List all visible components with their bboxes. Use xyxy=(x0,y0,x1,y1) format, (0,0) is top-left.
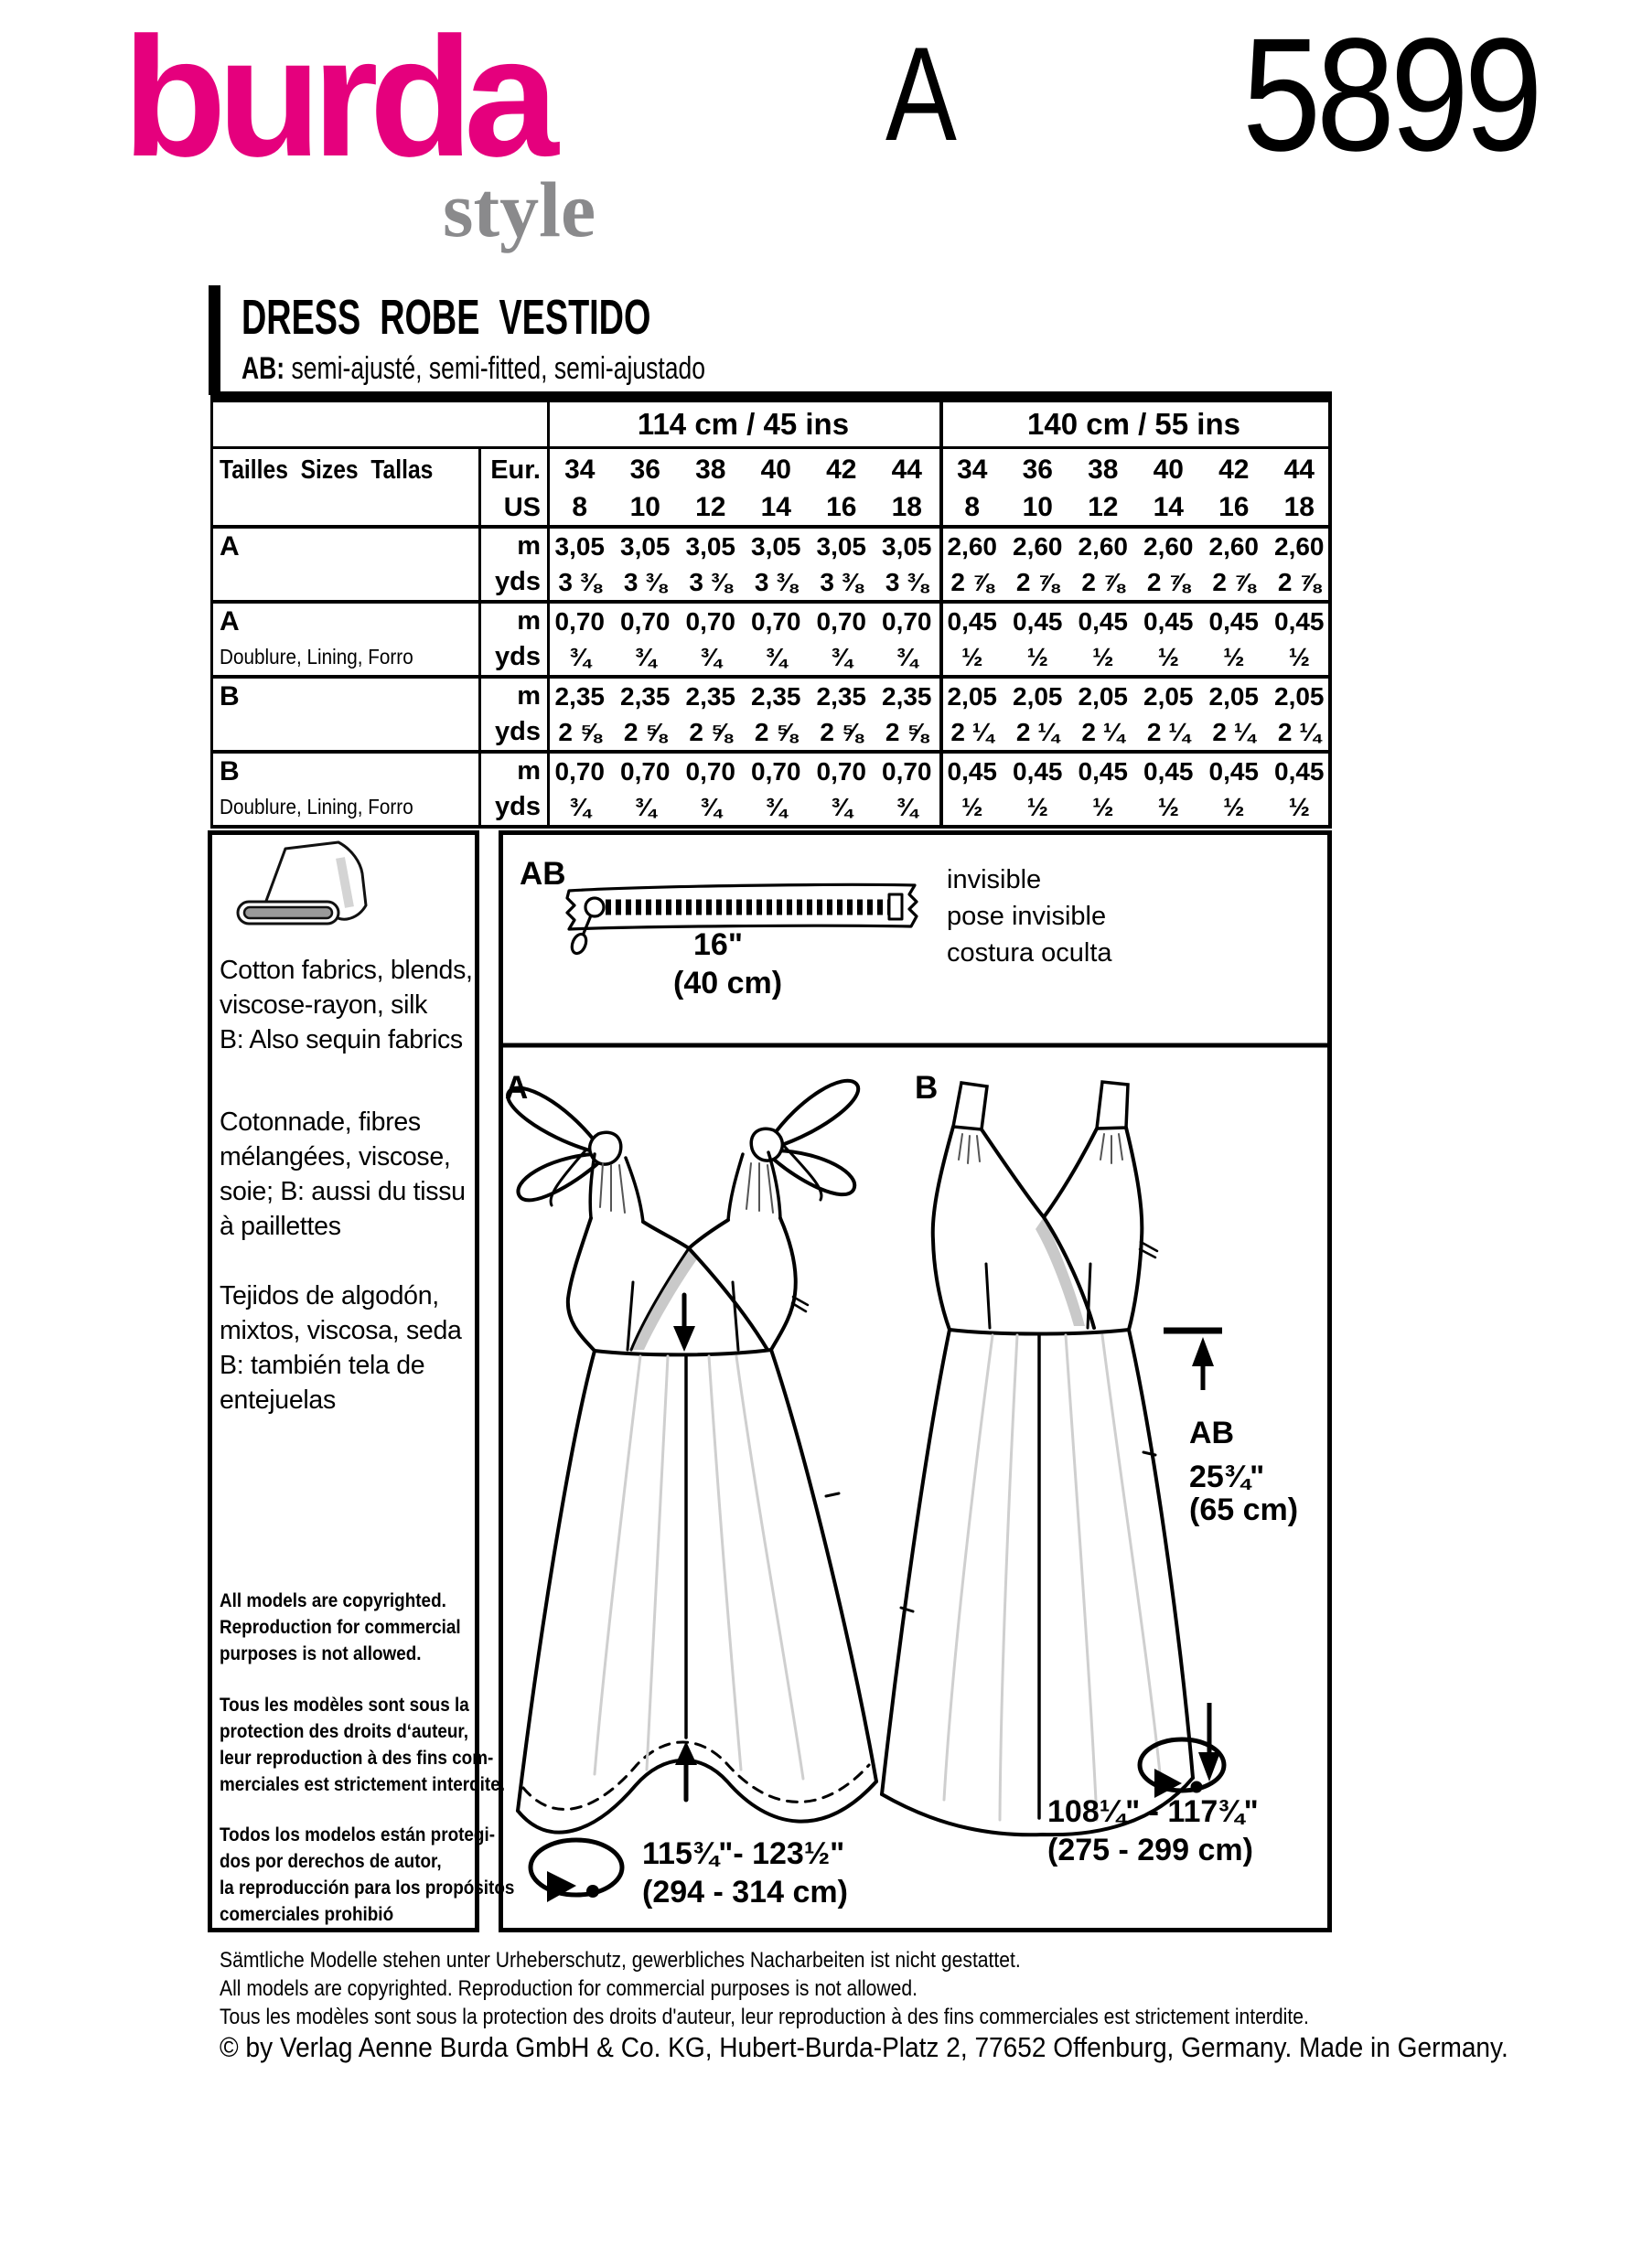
fabric-line: mélangées, viscose, xyxy=(220,1142,451,1171)
pattern-number: 5899 xyxy=(1242,5,1539,185)
zipper-type-line: invisible xyxy=(947,865,1042,894)
yardage-value: 2,35 xyxy=(816,682,866,711)
size-us: 8 xyxy=(964,492,981,522)
notions-views-label: AB xyxy=(520,856,566,892)
yardage-value: 0,70 xyxy=(685,757,735,786)
size-eur: 42 xyxy=(1218,455,1250,485)
brand-logo-style: style xyxy=(443,166,596,253)
back-length-views: AB xyxy=(1189,1416,1235,1450)
fabric-line: B: Also sequin fabrics xyxy=(220,1025,463,1054)
copyright-spanish xyxy=(220,1822,514,1928)
yardage-value: 2 ⅝ xyxy=(885,718,928,746)
hem-circumference-a-icon xyxy=(531,1840,622,1902)
yardage-value: 0,45 xyxy=(1078,757,1128,786)
yardage-value: ½ xyxy=(1157,793,1179,821)
footer-line: Tous les modèles sont sous la protection des droits d'auteur, leur reproduction à des fins commerciales est strictement interdite. xyxy=(220,2005,1309,2029)
yardage-value: 0,70 xyxy=(554,607,605,636)
fabric-bolt-icon xyxy=(231,838,409,934)
sizes-row-label: Tailles Sizes Tallas xyxy=(220,455,434,485)
size-eur: 42 xyxy=(826,455,857,485)
size-us: 10 xyxy=(1022,492,1053,522)
width-group-header: 114 cm / 45 ins xyxy=(637,407,850,441)
yardage-value: 2 ⅞ xyxy=(1015,568,1059,596)
zipper-type-line: costura oculta xyxy=(947,938,1112,968)
table-rule xyxy=(210,391,213,829)
view-label: B xyxy=(220,681,240,711)
publisher-line: © by Verlag Aenne Burda GmbH & Co. KG, Hubert-Burda-Platz 2, 77652 Offenburg, Germany. Made in Germany. xyxy=(220,2032,1508,2063)
yardage-value: 2 ⅝ xyxy=(820,718,864,746)
view-b-label: B xyxy=(915,1070,939,1106)
footer-line: All models are copyrighted. Reproduction for commercial purposes is not allowed. xyxy=(220,1976,918,2001)
view-label: B xyxy=(220,756,240,786)
yardage-value: 3 ⅜ xyxy=(885,568,928,596)
view-sublabel: Doublure, Lining, Forro xyxy=(220,645,413,669)
yardage-value: 2,60 xyxy=(1143,532,1194,561)
yardage-value: 2 ¼ xyxy=(1277,718,1321,746)
yardage-value: 2 ⅝ xyxy=(754,718,798,746)
yardage-value: 0,70 xyxy=(620,607,671,636)
yardage-value: 0,45 xyxy=(1143,607,1194,636)
size-eur: 38 xyxy=(1088,455,1119,485)
view-label: A xyxy=(220,531,240,562)
hem-b-inches: 108¼" - 117¾" xyxy=(1047,1794,1259,1829)
zipper-type-line: pose invisible xyxy=(947,902,1107,931)
size-us: 18 xyxy=(891,492,922,522)
unit-label: m xyxy=(517,606,541,636)
brand-logo: burda xyxy=(123,3,550,192)
table-rule xyxy=(210,446,1332,449)
copyright-line: All models are copyrighted. xyxy=(220,1590,446,1611)
dress-b-drawing xyxy=(882,1082,1193,1835)
yardage-value: ½ xyxy=(1092,793,1114,821)
yardage-value: 3,05 xyxy=(554,532,605,561)
size-eur: 34 xyxy=(957,455,988,485)
yardage-value: 0,70 xyxy=(685,607,735,636)
yardage-value: 2,60 xyxy=(1078,532,1128,561)
yardage-value: 0,45 xyxy=(1208,757,1259,786)
footer-legal-lines xyxy=(220,1946,1309,2031)
size-us: 12 xyxy=(695,492,726,522)
yardage-value: 0,45 xyxy=(947,607,997,636)
fit-views: AB: xyxy=(241,351,285,386)
unit-label: yds xyxy=(495,567,541,596)
yardage-value: 2,35 xyxy=(882,682,932,711)
fabric-line: viscose-rayon, silk xyxy=(220,990,428,1020)
back-length-inches: 25¾" xyxy=(1189,1460,1265,1494)
yardage-value: ¾ xyxy=(896,643,918,671)
size-eur: 44 xyxy=(1283,455,1315,485)
view-letter: A xyxy=(885,19,957,168)
dress-a-drawing xyxy=(508,1081,876,1833)
yardage-value: 2 ⅞ xyxy=(1277,568,1321,596)
view-sublabel: Doublure, Lining, Forro xyxy=(220,795,413,818)
zipper-type-text xyxy=(947,861,1112,971)
copyright-line: Tous les modèles sont sous la xyxy=(220,1695,469,1716)
yardage-value: 2 ¼ xyxy=(1146,718,1190,746)
yardage-value: 3,05 xyxy=(685,532,735,561)
size-eur: 34 xyxy=(564,455,596,485)
eur-label: Eur. xyxy=(490,455,541,485)
size-us: 14 xyxy=(1153,492,1184,522)
yardage-value: 2,05 xyxy=(1078,682,1128,711)
yardage-value: 3 ⅜ xyxy=(820,568,864,596)
hem-a-inches: 115¾"- 123½" xyxy=(642,1836,845,1871)
yardage-value: ¾ xyxy=(569,793,591,821)
yardage-value: 0,45 xyxy=(1013,757,1063,786)
back-length-cm: (65 cm) xyxy=(1189,1492,1299,1527)
size-us: 14 xyxy=(760,492,791,522)
copyright-line: Todos los modelos están protegi- xyxy=(220,1824,496,1845)
yardage-value: 2,60 xyxy=(1013,532,1063,561)
yardage-value: 3 ⅜ xyxy=(754,568,798,596)
yardage-value: 2,35 xyxy=(554,682,605,711)
table-rule xyxy=(478,446,481,829)
yardage-value: 0,45 xyxy=(1274,607,1325,636)
size-eur: 44 xyxy=(891,455,922,485)
yardage-value: 0,70 xyxy=(620,757,671,786)
yardage-value: 2,05 xyxy=(1143,682,1194,711)
view-a-label: A xyxy=(505,1070,529,1106)
size-us: 12 xyxy=(1088,492,1119,522)
yardage-value: 0,70 xyxy=(751,757,801,786)
unit-label: yds xyxy=(495,717,541,746)
size-eur: 38 xyxy=(695,455,726,485)
yardage-value: ½ xyxy=(1157,643,1179,671)
yardage-value: 2 ⅞ xyxy=(1081,568,1125,596)
copyright-line: comerciales prohibió xyxy=(220,1904,394,1925)
footer-line: Sämtliche Modelle stehen unter Urheberschutz, gewerbliches Nacharbeiten ist nicht gestattet. xyxy=(220,1948,1021,1973)
yardage-value: ½ xyxy=(1223,643,1245,671)
yardage-value: 2,35 xyxy=(620,682,671,711)
fabric-text-english xyxy=(220,953,473,1057)
yardage-table xyxy=(210,391,1332,829)
yardage-value: ½ xyxy=(1288,793,1310,821)
yardage-value: 0,70 xyxy=(882,757,932,786)
us-label: US xyxy=(503,493,541,522)
yardage-value: 0,70 xyxy=(816,757,866,786)
yardage-value: ¾ xyxy=(765,643,787,671)
yardage-value: 2 ⅞ xyxy=(1146,568,1190,596)
yardage-value: 2 ⅞ xyxy=(1212,568,1256,596)
yardage-value: ¾ xyxy=(765,793,787,821)
yardage-value: ¾ xyxy=(634,643,656,671)
yardage-value: 3,05 xyxy=(751,532,801,561)
yardage-value: 2,05 xyxy=(947,682,997,711)
yardage-value: 2,60 xyxy=(1274,532,1325,561)
yardage-value: 2 ¼ xyxy=(1212,718,1256,746)
yardage-value: 2,05 xyxy=(1274,682,1325,711)
size-us: 10 xyxy=(629,492,660,522)
yardage-value: 0,45 xyxy=(947,757,997,786)
fabric-line: soie; B: aussi du tissu xyxy=(220,1177,466,1206)
unit-label: m xyxy=(517,531,541,561)
zipper-length-cm: (40 cm) xyxy=(673,966,783,1000)
yardage-value: 0,45 xyxy=(1143,757,1194,786)
fabric-line: B: también tela de xyxy=(220,1351,425,1380)
size-eur: 36 xyxy=(1022,455,1053,485)
yardage-value: 2 ¼ xyxy=(1081,718,1125,746)
copyright-line: merciales est strictement interdite. xyxy=(220,1774,505,1795)
size-us: 8 xyxy=(572,492,588,522)
yardage-value: 0,70 xyxy=(554,757,605,786)
copyright-french xyxy=(220,1692,505,1798)
copyright-line: purposes is not allowed. xyxy=(220,1643,422,1664)
fabric-line: entejuelas xyxy=(220,1385,336,1415)
yardage-value: ¾ xyxy=(569,643,591,671)
yardage-value: 3 ⅜ xyxy=(623,568,667,596)
size-us: 16 xyxy=(1218,492,1250,522)
yardage-value: ¾ xyxy=(896,793,918,821)
fabric-line: Tejidos de algodón, xyxy=(220,1281,439,1311)
yardage-value: 2,05 xyxy=(1013,682,1063,711)
yardage-value: 2 ⅝ xyxy=(558,718,602,746)
size-eur: 40 xyxy=(760,455,791,485)
yardage-value: 0,45 xyxy=(1078,607,1128,636)
yardage-value: 2 ⅞ xyxy=(950,568,994,596)
yardage-value: ½ xyxy=(1288,643,1310,671)
technical-drawings xyxy=(499,830,1332,1932)
copyright-line: dos por derechos de autor, xyxy=(220,1851,442,1872)
yardage-value: ½ xyxy=(961,643,983,671)
yardage-value: ½ xyxy=(1026,643,1048,671)
yardage-value: ½ xyxy=(1026,793,1048,821)
unit-label: yds xyxy=(495,642,541,671)
table-rule xyxy=(210,391,1332,402)
yardage-value: 2 ⅝ xyxy=(623,718,667,746)
yardage-value: 2,60 xyxy=(947,532,997,561)
hem-a-cm: (294 - 314 cm) xyxy=(642,1875,848,1910)
fit-text: semi-ajusté, semi-fitted, semi-ajustado xyxy=(284,351,705,386)
size-eur: 36 xyxy=(629,455,660,485)
copyright-english xyxy=(220,1588,461,1667)
yardage-value: 2,35 xyxy=(685,682,735,711)
yardage-value: 3 ⅜ xyxy=(558,568,602,596)
fabric-line: mixtos, viscosa, seda xyxy=(220,1316,462,1345)
view-label: A xyxy=(220,606,240,637)
yardage-value: 2,05 xyxy=(1208,682,1259,711)
yardage-value: 3 ⅜ xyxy=(689,568,733,596)
yardage-value: 3,05 xyxy=(816,532,866,561)
yardage-value: ¾ xyxy=(831,793,853,821)
back-length-arrow-icon xyxy=(1164,1331,1222,1390)
yardage-value: 0,70 xyxy=(816,607,866,636)
zipper-length-inches: 16" xyxy=(693,927,743,962)
yardage-value: 2 ⅝ xyxy=(689,718,733,746)
yardage-value: 2,35 xyxy=(751,682,801,711)
yardage-value: ½ xyxy=(1223,793,1245,821)
fabric-line: à paillettes xyxy=(220,1212,341,1241)
yardage-value: 3,05 xyxy=(882,532,932,561)
yardage-value: ¾ xyxy=(700,643,722,671)
yardage-value: 2 ¼ xyxy=(1015,718,1059,746)
unit-label: m xyxy=(517,756,541,786)
yardage-value: ¾ xyxy=(634,793,656,821)
hem-b-cm: (275 - 299 cm) xyxy=(1047,1833,1253,1867)
copyright-line: protection des droits d‘auteur, xyxy=(220,1721,468,1742)
yardage-value: ½ xyxy=(1092,643,1114,671)
fabric-text-french xyxy=(220,1105,466,1244)
yardage-value: ¾ xyxy=(831,643,853,671)
unit-label: m xyxy=(517,681,541,711)
yardage-value: 3,05 xyxy=(620,532,671,561)
yardage-value: ½ xyxy=(961,793,983,821)
title-accent-bar xyxy=(209,285,220,395)
yardage-value: 0,70 xyxy=(882,607,932,636)
garment-title: DRESS ROBE VESTIDO xyxy=(241,290,651,345)
yardage-value: 0,45 xyxy=(1274,757,1325,786)
size-us: 18 xyxy=(1283,492,1315,522)
fit-description xyxy=(241,351,705,387)
table-rule xyxy=(210,825,1332,829)
size-eur: 40 xyxy=(1153,455,1184,485)
fabric-line: Cotonnade, fibres xyxy=(220,1107,421,1137)
yardage-value: ¾ xyxy=(700,793,722,821)
copyright-line: la reproducción para los propósitos xyxy=(220,1878,515,1899)
yardage-value: 0,45 xyxy=(1208,607,1259,636)
unit-label: yds xyxy=(495,792,541,821)
yardage-value: 0,70 xyxy=(751,607,801,636)
fabric-text-spanish xyxy=(220,1278,462,1418)
size-us: 16 xyxy=(826,492,857,522)
yardage-value: 2 ¼ xyxy=(950,718,994,746)
yardage-value: 2,60 xyxy=(1208,532,1259,561)
copyright-line: Reproduction for commercial xyxy=(220,1617,461,1638)
yardage-value: 0,45 xyxy=(1013,607,1063,636)
fabric-line: Cotton fabrics, blends, xyxy=(220,956,473,985)
width-group-header: 140 cm / 55 ins xyxy=(1027,407,1240,441)
copyright-line: leur reproduction à des fins com- xyxy=(220,1748,494,1769)
